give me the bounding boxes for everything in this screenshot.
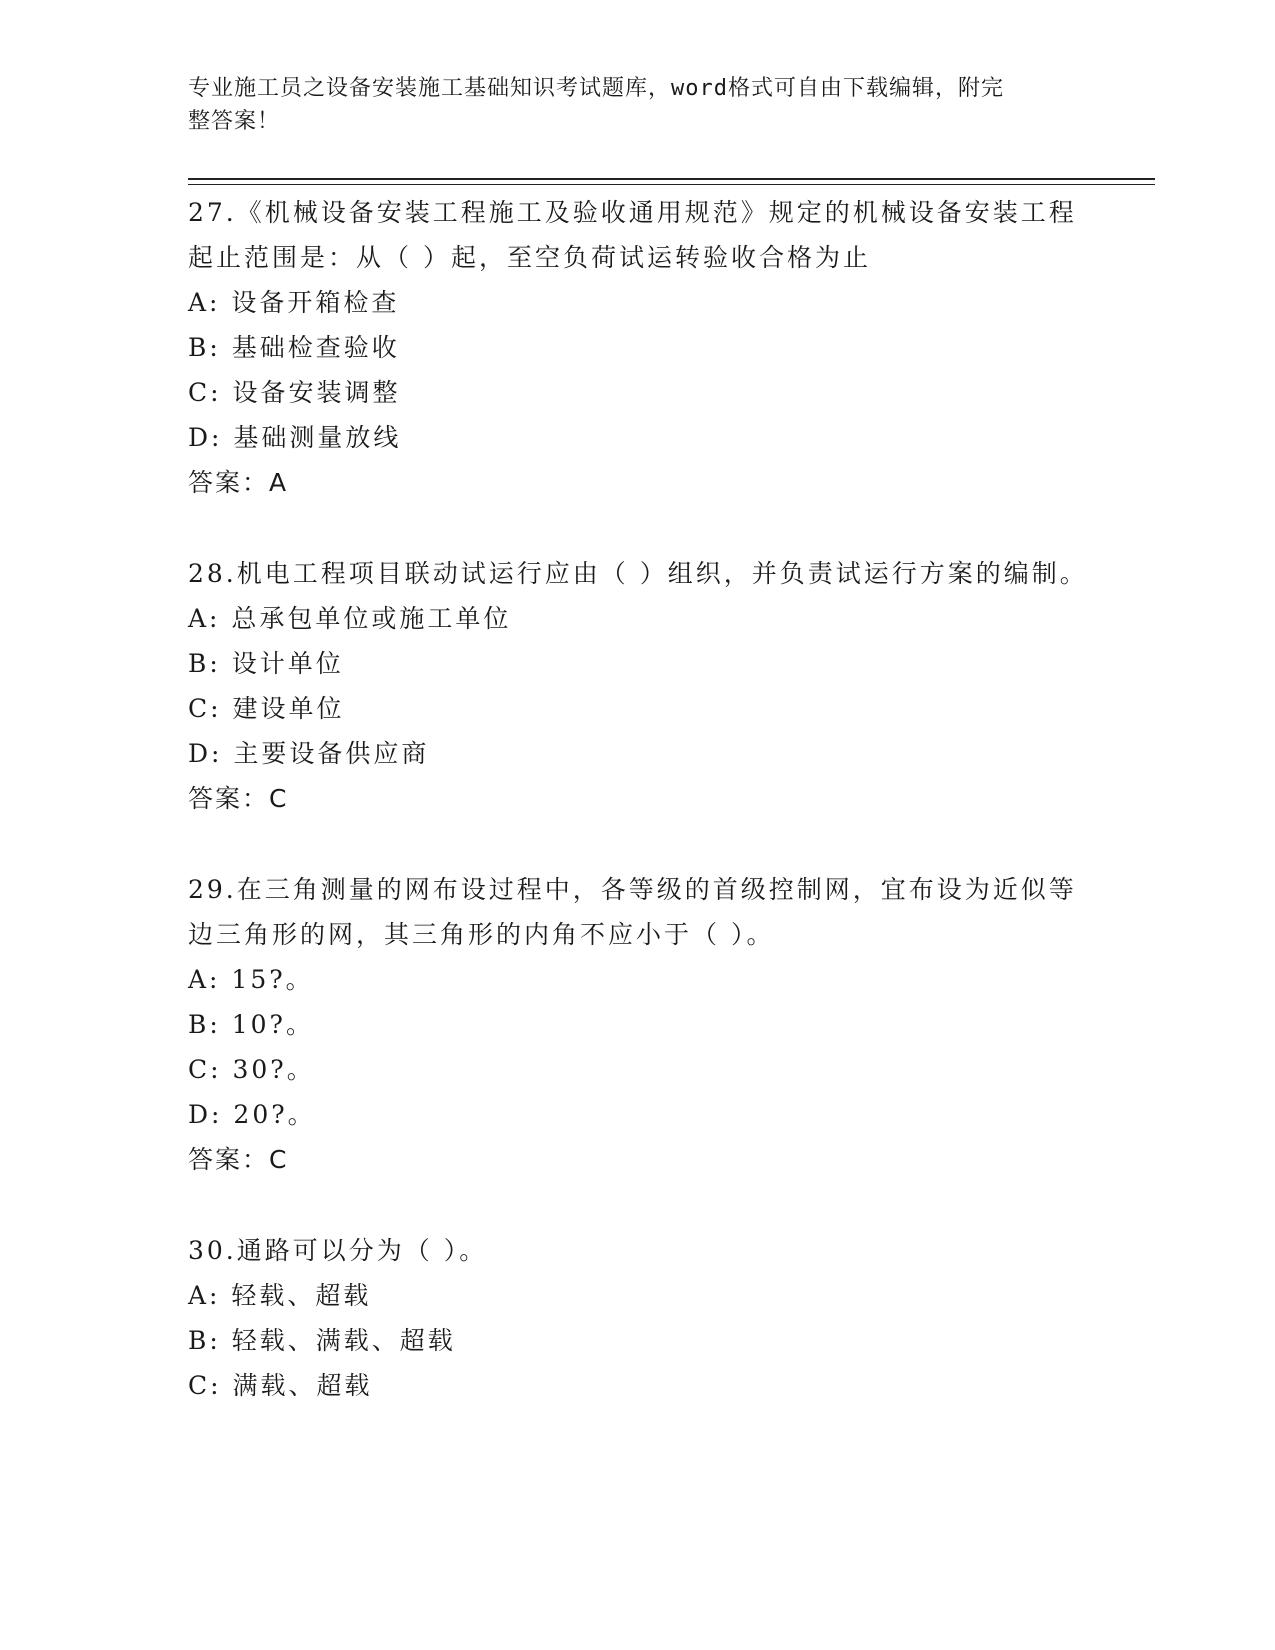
header-divider-thin [188, 184, 1155, 185]
answer-value: A [269, 468, 287, 497]
question-stem: 29.在三角测量的网布设过程中，各等级的首级控制网，宜布设为近似等边三角形的网，其三角形的内角不应小于（ ）。 [188, 875, 1077, 949]
option-c: C: 设备安装调整 [188, 378, 401, 407]
option-b: B: 轻载、满载、超载 [188, 1326, 456, 1355]
option-b: B: 10?。 [188, 1010, 314, 1039]
answer-line [188, 460, 1088, 505]
header-line-1: 专业施工员之设备安装施工基础知识考试题库，word格式可自由下载编辑，附完 [188, 76, 1004, 101]
question-29 [188, 867, 1088, 1182]
question-27 [188, 190, 1088, 505]
option-a: A: 15?。 [188, 965, 314, 994]
answer-line [188, 1137, 1088, 1182]
option-c: C: 建设单位 [188, 694, 345, 723]
question-stem: 28.机电工程项目联动试运行应由（ ）组织，并负责试运行方案的编制。 [188, 559, 1088, 588]
option-d: D: 20?。 [188, 1100, 316, 1129]
header-divider-thick [188, 178, 1155, 180]
answer-value: C [269, 784, 287, 813]
option-d: D: 基础测量放线 [188, 423, 402, 452]
option-c: C: 满载、超载 [188, 1371, 373, 1400]
answer-label: 答案： [188, 784, 270, 813]
answer-value: C [269, 1145, 287, 1174]
answer-label: 答案： [188, 468, 270, 497]
answer-line [188, 776, 1088, 821]
option-a: A: 总承包单位或施工单位 [188, 604, 512, 633]
header-line-2: 整答案！ [188, 109, 281, 134]
question-stem: 30.通路可以分为（ ）。 [188, 1236, 488, 1265]
question-30 [188, 1228, 1088, 1408]
question-list [188, 190, 1088, 1454]
option-a: A: 设备开箱检查 [188, 288, 400, 317]
question-stem: 27.《机械设备安装工程施工及验收通用规范》规定的机械设备安装工程起止范围是：从（ ）起，至空负荷试运转验收合格为止 [188, 198, 1077, 272]
option-c: C: 30?。 [188, 1055, 315, 1084]
question-28 [188, 551, 1088, 821]
answer-label: 答案： [188, 1145, 270, 1174]
document-header [188, 72, 1068, 138]
option-b: B: 设计单位 [188, 649, 344, 678]
option-d: D: 主要设备供应商 [188, 739, 430, 768]
option-a: A: 轻载、超载 [188, 1281, 372, 1310]
option-b: B: 基础检查验收 [188, 333, 400, 362]
